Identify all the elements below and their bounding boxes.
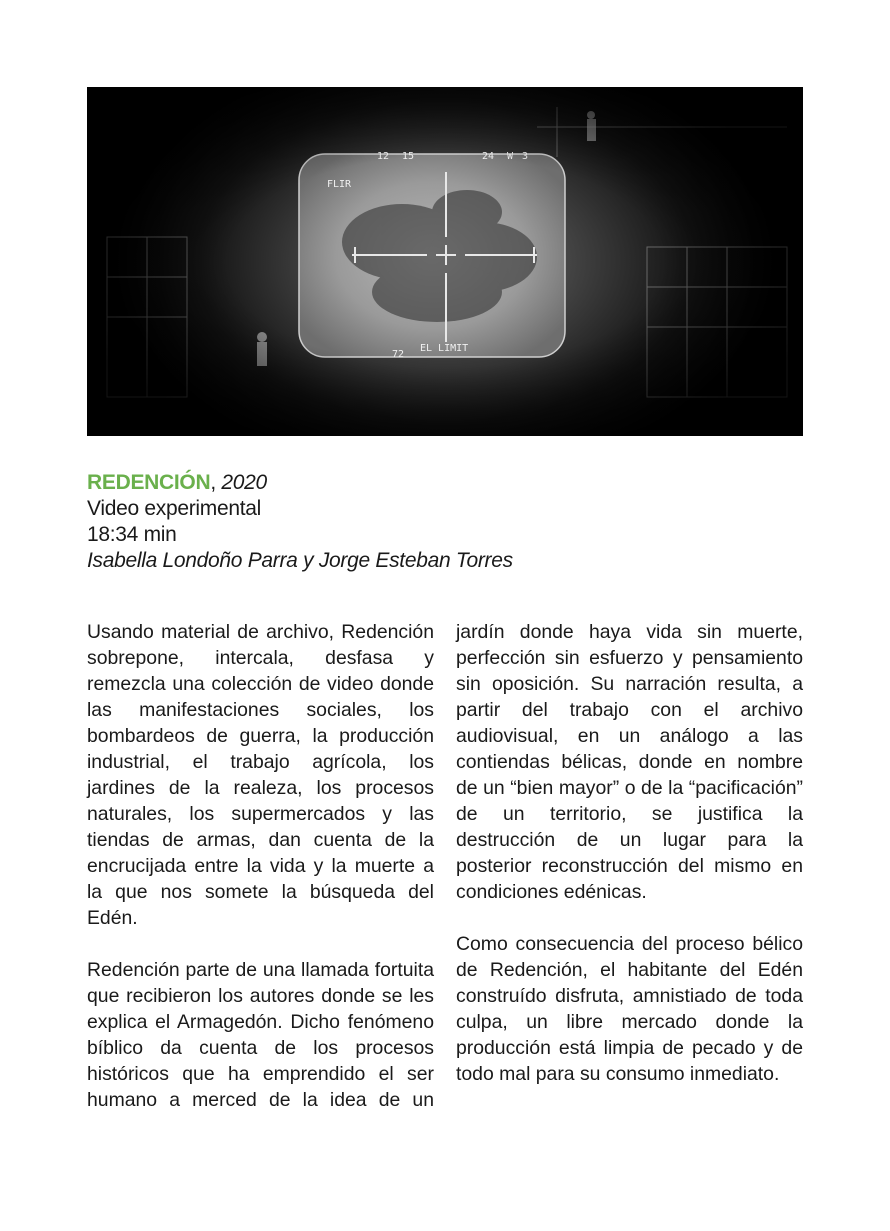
paragraph-1: Usando material de archivo, Redención sobrepone, intercala, desfasa y remezcla una colección de video donde las manifestaciones sociales, los bombardeos de guerra, la producción industrial, el trabajo agrícola, los jardines de la realeza, los procesos naturales, los supermercados y las tiendas de armas, dan cuenta de la encrucijada entre la vida y la muerte a la que nos somete la búsqueda del Edén. <box>87 621 434 929</box>
title-line <box>87 470 803 496</box>
work-title: REDENCIÓN <box>87 471 211 494</box>
text-column-right <box>456 619 803 1113</box>
paragraph-3: Como consecuencia del proceso bélico de Redención, el habitante del Edén construído disfruta, amnistiado de toda culpa, un libre mercado donde la producción está limpia de pecado y de todo mal para su consumo inmediato. <box>456 933 803 1085</box>
video-still-illustration <box>87 87 803 436</box>
work-duration: 18:34 min <box>87 523 177 546</box>
paragraph-2-continued: jardín donde haya vida sin muerte, perfección sin esfuerzo y pensamiento sin oposición. Su narración resulta, a partir del trabajo con el archivo audiovisual, en un análogo a las contiendas bélicas, donde en nombre de un “bien mayor” o de la “pacificación” de un territorio, se justifica la destrucción de un lugar para la posterior reconstrucción del mismo en condiciones edénicas. <box>456 621 803 903</box>
work-format: Video experimental <box>87 497 261 520</box>
video-still <box>87 87 803 436</box>
title-separator: , <box>210 471 222 494</box>
work-year: 2020 <box>221 471 267 494</box>
work-metadata <box>87 470 803 574</box>
work-authors: Isabella Londoño Parra y Jorge Esteban Torres <box>87 549 513 572</box>
paragraph-2: Redención parte de una llamada fortuita que recibieron los autores donde se les explica el Armagedón. Dicho fenómeno bíblico da cuenta de los procesos históricos que ha emprendido el ser humano a merced de la idea de un <box>87 959 434 1111</box>
text-column-left <box>87 619 434 1139</box>
